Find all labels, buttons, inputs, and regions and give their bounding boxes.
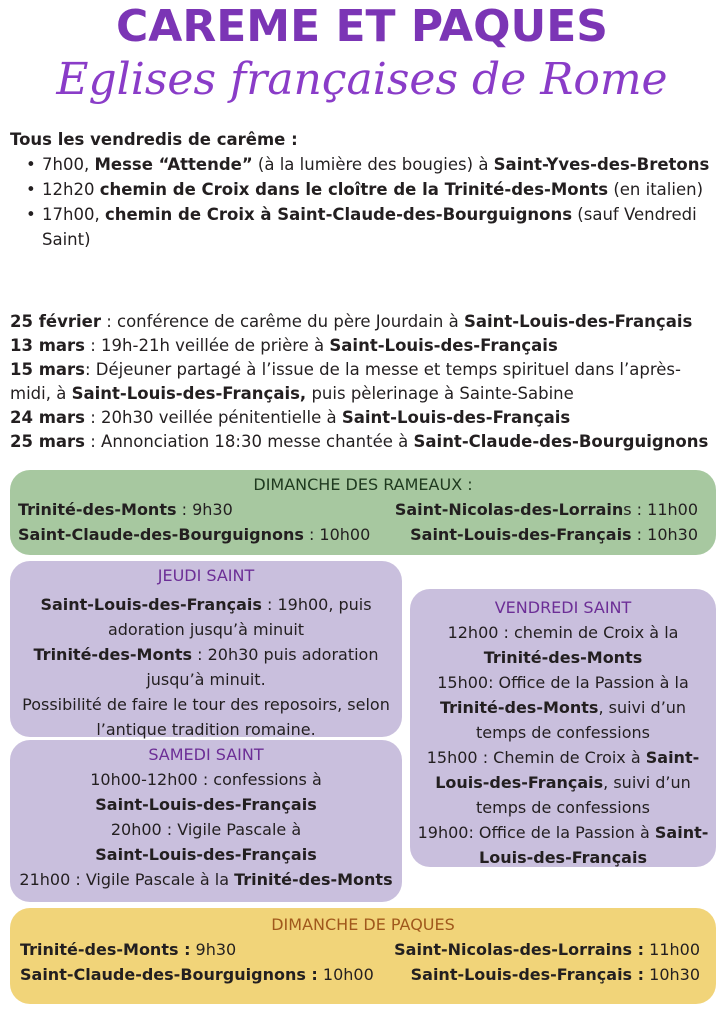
date-line: 13 mars : 19h-21h veillée de prière à Saint-Louis-des-Français (10, 336, 558, 355)
samedi-line: Saint-Louis-des-Français (95, 795, 317, 814)
date-line: 15 mars: Déjeuner partagé à l’issue de la messe et temps spirituel dans l’après-midi, à Saint-Louis-des-Français, puis pèlerinage à Sainte-Sabine (10, 360, 681, 403)
schedule-entry: Saint-Nicolas-des-Lorrains : 11h00 (394, 940, 700, 959)
schedule-entry: Trinité-des-Monts : 9h30 (18, 500, 233, 519)
vendredi-entry: 15h00: Office de la Passion à la Trinité-des-Monts, suivi d’un temps de confessions (437, 673, 689, 742)
schedule-entry: Trinité-des-Monts : 9h30 (20, 940, 237, 959)
vendredi-entry: 19h00: Office de la Passion à Saint-Louis-des-Français (417, 823, 709, 867)
samedi-line: 10h00-12h00 : confessions à (90, 770, 322, 789)
samedi-line: 20h00 : Vigile Pascale à (110, 820, 302, 839)
list-item: • 17h00, chemin de Croix à Saint-Claude-des-Bourguignons (sauf Vendredi Saint) (30, 202, 715, 252)
schedule-entry: Saint-Louis-des-Français : 10h30 (410, 965, 700, 984)
list-item: • 12h20 chemin de Croix dans le cloître de la Trinité-des-Monts (en italien) (30, 177, 715, 202)
samedi-heading: SAMEDI SAINT (148, 745, 264, 764)
vendredi-entry: 15h00 : Chemin de Croix à Saint-Louis-des-Français, suivi d’un temps de confessions (426, 748, 700, 817)
rameaux-heading: DIMANCHE DES RAMEAUX : (253, 475, 473, 494)
list-item: • 7h00, Messe “Attende” (à la lumière des bougies) à Saint-Yves-des-Bretons (30, 152, 715, 177)
fridays-section (10, 127, 715, 252)
schedule-entry: Saint-Claude-des-Bourguignons : 10h00 (18, 525, 371, 544)
page-subtitle: Eglises françaises de Rome (56, 54, 668, 105)
jeudi-saint-box (10, 561, 402, 737)
page-title: CAREME ET PAQUES (116, 1, 608, 52)
samedi-line: 21h00 : Vigile Pascale à la Trinité-des-Monts (19, 870, 393, 889)
paques-row (10, 937, 716, 962)
date-line: 25 mars : Annonciation 18:30 messe chantée à Saint-Claude-des-Bourguignons (10, 432, 709, 451)
paques-box (10, 908, 716, 1004)
jeudi-entry: Trinité-des-Monts : 20h30 puis adoration jusqu’à minuit. (33, 645, 379, 689)
fridays-heading: Tous les vendredis de carême : (10, 130, 298, 149)
vendredi-saint-box (410, 589, 716, 867)
rameaux-box (10, 470, 716, 555)
vendredi-entry: 12h00 : chemin de Croix à la Trinité-des-Monts (447, 623, 679, 667)
samedi-line: Saint-Louis-des-Français (95, 845, 317, 864)
rameaux-row (10, 497, 716, 522)
date-line: 24 mars : 20h30 veillée pénitentielle à Saint-Louis-des-Français (10, 408, 571, 427)
schedule-entry: Saint-Louis-des-Français : 10h30 (410, 525, 698, 544)
date-line: 25 février : conférence de carême du père Jourdain à Saint-Louis-des-Français (10, 312, 693, 331)
schedule-entry: Saint-Nicolas-des-Lorrains : 11h00 (394, 500, 698, 519)
paques-heading: DIMANCHE DE PAQUES (271, 915, 455, 934)
rameaux-row (10, 522, 716, 547)
jeudi-note: Possibilité de faire le tour des reposoirs, selon l’antique tradition romaine. (22, 695, 390, 739)
dates-section (10, 310, 715, 454)
vendredi-heading: VENDREDI SAINT (494, 598, 632, 617)
schedule-entry: Saint-Claude-des-Bourguignons : 10h00 (20, 965, 374, 984)
fridays-list (10, 152, 715, 252)
jeudi-heading: JEUDI SAINT (157, 566, 255, 585)
samedi-saint-box (10, 740, 402, 902)
jeudi-entry: Saint-Louis-des-Français : 19h00, puis adoration jusqu’à minuit (40, 595, 372, 639)
paques-row (10, 962, 716, 987)
